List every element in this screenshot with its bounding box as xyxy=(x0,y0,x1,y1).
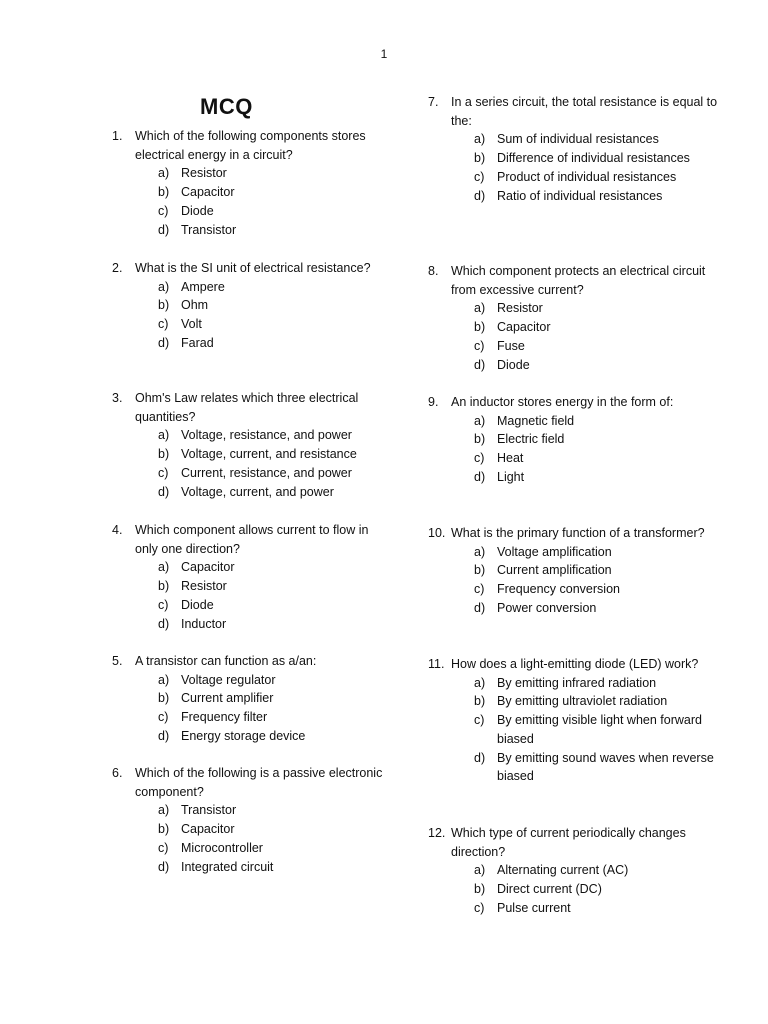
option-text: Ampere xyxy=(181,279,225,294)
question-stem xyxy=(112,389,392,426)
question-stem xyxy=(112,652,392,671)
option-text: By emitting sound waves when reverse biased xyxy=(497,750,714,784)
question-stem xyxy=(428,524,718,543)
option-letter: a) xyxy=(474,132,486,147)
answer-option xyxy=(112,315,392,334)
option-text: Difference of individual resistances xyxy=(497,151,690,166)
option-letter: b) xyxy=(158,822,170,837)
answer-options xyxy=(428,543,718,618)
option-text: Magnetic field xyxy=(497,413,575,428)
answer-option xyxy=(428,543,718,562)
option-letter: b) xyxy=(474,694,486,709)
answer-options xyxy=(112,278,392,353)
page-title: MCQ xyxy=(200,94,253,119)
answer-options xyxy=(428,412,718,487)
question-text: An inductor stores energy in the form of: xyxy=(451,395,674,409)
option-letter: b) xyxy=(474,563,486,578)
option-letter: c) xyxy=(158,710,169,725)
option-letter: c) xyxy=(474,451,485,466)
option-letter: d) xyxy=(158,335,170,350)
answer-option xyxy=(112,801,392,820)
option-letter: d) xyxy=(474,469,486,484)
question-item xyxy=(112,764,392,876)
answer-option xyxy=(428,299,718,318)
answer-option xyxy=(112,839,392,858)
answer-option xyxy=(112,615,392,634)
answer-option xyxy=(428,168,718,187)
option-letter: a) xyxy=(158,279,170,294)
question-stem xyxy=(428,262,718,299)
option-letter: d) xyxy=(158,484,170,499)
answer-option xyxy=(112,464,392,483)
option-text: Diode xyxy=(181,597,214,612)
option-letter: b) xyxy=(158,447,170,462)
option-text: Sum of individual resistances xyxy=(497,132,659,147)
question-stem xyxy=(428,824,718,861)
option-text: Ratio of individual resistances xyxy=(497,188,663,203)
question-stem xyxy=(112,259,392,278)
option-letter: a) xyxy=(474,301,486,316)
answer-options xyxy=(112,801,392,876)
question-item xyxy=(112,389,392,501)
answer-option xyxy=(112,278,392,297)
question-stem xyxy=(428,655,718,674)
option-text: Product of individual resistances xyxy=(497,169,677,184)
answer-options xyxy=(428,674,718,786)
option-text: Fuse xyxy=(497,338,525,353)
option-text: Voltage amplification xyxy=(497,544,612,559)
question-item xyxy=(112,259,392,353)
option-letter: b) xyxy=(158,298,170,313)
question-stem xyxy=(428,93,718,130)
option-text: Capacitor xyxy=(181,560,235,575)
question-text: Which type of current periodically changes direction? xyxy=(451,826,686,859)
answer-option xyxy=(112,577,392,596)
answer-option xyxy=(428,580,718,599)
answer-option xyxy=(428,899,718,918)
answer-option xyxy=(112,596,392,615)
option-letter: a) xyxy=(158,166,170,181)
option-text: Direct current (DC) xyxy=(497,882,602,897)
option-text: Light xyxy=(497,469,525,484)
question-text: Which of the following components stores electrical energy in a circuit? xyxy=(135,129,366,162)
question-item xyxy=(112,521,392,633)
option-letter: a) xyxy=(474,863,486,878)
option-letter: c) xyxy=(158,840,169,855)
option-text: Frequency filter xyxy=(181,710,268,725)
answer-option xyxy=(428,430,718,449)
question-number: 3. xyxy=(112,391,123,405)
question-number: 6. xyxy=(112,766,123,780)
option-letter: c) xyxy=(158,597,169,612)
option-letter: a) xyxy=(158,672,170,687)
question-number: 12. xyxy=(428,826,446,840)
option-letter: b) xyxy=(474,432,486,447)
answer-option xyxy=(112,164,392,183)
question-number: 1. xyxy=(112,129,123,143)
option-text: Electric field xyxy=(497,432,565,447)
option-text: Frequency conversion xyxy=(497,582,620,597)
option-letter: b) xyxy=(158,691,170,706)
question-text: How does a light-emitting diode (LED) work? xyxy=(451,657,699,671)
answer-option xyxy=(112,221,392,240)
answer-option xyxy=(428,749,718,786)
question-stem xyxy=(428,393,718,412)
option-letter: d) xyxy=(474,600,486,615)
option-letter: c) xyxy=(474,169,485,184)
option-letter: d) xyxy=(474,357,486,372)
question-number: 8. xyxy=(428,264,439,278)
option-text: Capacitor xyxy=(497,320,551,335)
answer-options xyxy=(112,164,392,239)
option-text: Diode xyxy=(181,203,214,218)
option-text: Current, resistance, and power xyxy=(181,465,352,480)
question-item xyxy=(112,127,392,239)
option-text: Microcontroller xyxy=(181,840,263,855)
option-text: Capacitor xyxy=(181,822,235,837)
option-text: Resistor xyxy=(181,579,227,594)
answer-option xyxy=(428,130,718,149)
option-text: By emitting ultraviolet radiation xyxy=(497,694,668,709)
question-number: 5. xyxy=(112,654,123,668)
option-letter: b) xyxy=(158,185,170,200)
option-text: Ohm xyxy=(181,298,209,313)
question-text: Which component allows current to flow in only one direction? xyxy=(135,523,369,556)
option-letter: a) xyxy=(158,803,170,818)
question-text: Ohm's Law relates which three electrical quantities? xyxy=(135,391,359,424)
answer-option xyxy=(428,412,718,431)
option-text: Diode xyxy=(497,357,530,372)
answer-option xyxy=(112,183,392,202)
answer-options xyxy=(112,426,392,501)
question-text: Which of the following is a passive electronic component? xyxy=(135,766,383,799)
answer-option xyxy=(428,187,718,206)
option-text: Resistor xyxy=(497,301,543,316)
answer-option xyxy=(112,671,392,690)
answer-option xyxy=(112,426,392,445)
answer-option xyxy=(428,599,718,618)
answer-option xyxy=(112,858,392,877)
option-letter: c) xyxy=(158,317,169,332)
option-text: Voltage, current, and resistance xyxy=(181,447,357,462)
option-letter: c) xyxy=(158,465,169,480)
answer-option xyxy=(428,449,718,468)
answer-options xyxy=(112,558,392,633)
question-text: Which component protects an electrical circuit from excessive current? xyxy=(451,264,706,297)
option-text: By emitting infrared radiation xyxy=(497,675,657,690)
option-letter: c) xyxy=(474,713,485,728)
answer-options xyxy=(428,861,718,917)
question-item xyxy=(428,93,718,205)
question-text: What is the primary function of a transformer? xyxy=(451,526,705,540)
option-text: Current amplifier xyxy=(181,691,274,706)
question-number: 4. xyxy=(112,523,123,537)
option-letter: c) xyxy=(474,582,485,597)
option-letter: c) xyxy=(474,900,485,915)
answer-option xyxy=(112,558,392,577)
question-item xyxy=(428,262,718,374)
option-letter: d) xyxy=(158,222,170,237)
question-number: 2. xyxy=(112,261,123,275)
option-text: Heat xyxy=(497,451,524,466)
answer-option xyxy=(112,296,392,315)
option-text: Inductor xyxy=(181,616,227,631)
answer-option xyxy=(428,711,718,748)
option-text: Energy storage device xyxy=(181,728,306,743)
option-text: Farad xyxy=(181,335,214,350)
option-letter: d) xyxy=(474,750,486,765)
option-letter: b) xyxy=(474,320,486,335)
option-letter: a) xyxy=(474,544,486,559)
option-text: By emitting visible light when forward biased xyxy=(497,713,702,746)
answer-option xyxy=(112,820,392,839)
answer-option xyxy=(112,708,392,727)
question-number: 11. xyxy=(428,657,445,671)
answer-option xyxy=(428,468,718,487)
question-item xyxy=(428,393,718,487)
option-text: Voltage, current, and power xyxy=(181,484,334,499)
question-stem xyxy=(112,764,392,801)
option-letter: d) xyxy=(474,188,486,203)
question-text: A transistor can function as a/an: xyxy=(135,654,317,668)
answer-option xyxy=(428,880,718,899)
answer-option xyxy=(428,674,718,693)
answer-option xyxy=(112,445,392,464)
question-number: 10. xyxy=(428,526,446,540)
question-item xyxy=(112,652,392,746)
answer-option xyxy=(112,334,392,353)
option-text: Current amplification xyxy=(497,563,612,578)
option-letter: d) xyxy=(158,616,170,631)
question-text: What is the SI unit of electrical resistance? xyxy=(135,261,371,275)
option-letter: b) xyxy=(474,151,486,166)
answer-option xyxy=(428,692,718,711)
option-text: Voltage, resistance, and power xyxy=(181,428,352,443)
option-text: Pulse current xyxy=(497,900,571,915)
option-letter: c) xyxy=(474,338,485,353)
answer-option xyxy=(428,861,718,880)
option-letter: b) xyxy=(474,882,486,897)
answer-options xyxy=(428,299,718,374)
option-text: Alternating current (AC) xyxy=(497,863,629,878)
option-letter: d) xyxy=(158,859,170,874)
option-text: Resistor xyxy=(181,166,227,181)
option-text: Transistor xyxy=(181,803,237,818)
option-letter: d) xyxy=(158,728,170,743)
question-number: 7. xyxy=(428,95,439,109)
answer-options xyxy=(428,130,718,205)
page-number: 1 xyxy=(380,47,388,61)
answer-option xyxy=(112,689,392,708)
option-text: Volt xyxy=(181,317,202,332)
answer-option xyxy=(428,561,718,580)
question-text: In a series circuit, the total resistance is equal to the: xyxy=(451,95,718,128)
answer-option xyxy=(428,318,718,337)
answer-option xyxy=(428,149,718,168)
answer-option xyxy=(112,202,392,221)
option-letter: b) xyxy=(158,579,170,594)
question-stem xyxy=(112,127,392,164)
option-text: Power conversion xyxy=(497,600,597,615)
option-letter: a) xyxy=(158,560,170,575)
answer-option xyxy=(428,356,718,375)
option-text: Voltage regulator xyxy=(181,672,276,687)
answer-option xyxy=(112,727,392,746)
answer-options xyxy=(112,671,392,746)
option-text: Capacitor xyxy=(181,185,235,200)
option-letter: a) xyxy=(474,413,486,428)
question-item xyxy=(428,655,718,786)
question-number: 9. xyxy=(428,395,439,409)
question-item xyxy=(428,824,718,918)
option-letter: c) xyxy=(158,203,169,218)
answer-option xyxy=(428,337,718,356)
question-item xyxy=(428,524,718,618)
option-text: Transistor xyxy=(181,222,237,237)
question-stem xyxy=(112,521,392,558)
option-letter: a) xyxy=(158,428,170,443)
option-text: Integrated circuit xyxy=(181,859,274,874)
answer-option xyxy=(112,483,392,502)
option-letter: a) xyxy=(474,675,486,690)
